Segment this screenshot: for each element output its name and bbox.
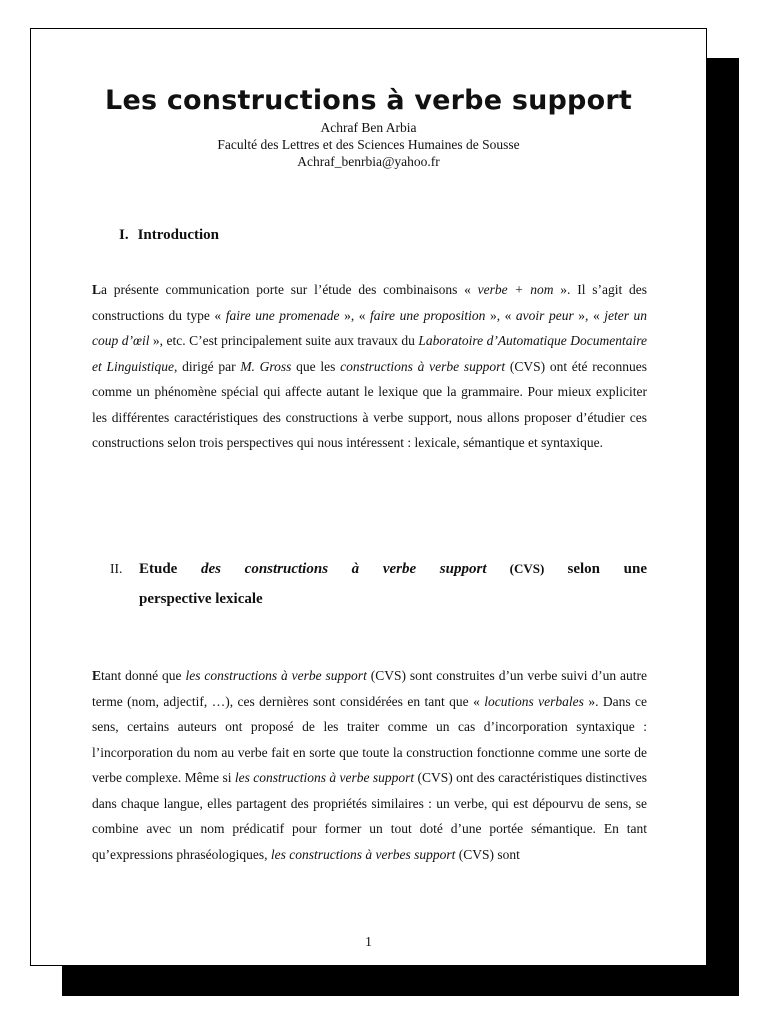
section-1-title: Introduction xyxy=(137,227,220,243)
italic-run: faire une proposition xyxy=(370,307,486,323)
text-run: , dirigé par xyxy=(174,358,241,374)
dropcap: E xyxy=(92,668,102,683)
title-run: Etude xyxy=(139,561,202,577)
title-italic-run: des constructions à verbe support xyxy=(201,561,487,577)
text-run: (CVS) ont été reconnues comme un phénomène spécial qui affecte autant le lexique que la grammaire. Pour mieux expliciter les différentes caractéristiques des constructions à verbe support, nous allons proposer d’étudier ces constructions selon trois perspectives qui nous intéressent : lexicale, sémantique et syntaxique. xyxy=(92,358,647,450)
italic-run: les constructions à verbe support xyxy=(185,668,367,683)
text-run: (CVS) ont des caractéristiques distinctives dans chaque langue, elles partagent des propriétés similaires : un verbe, qui est dépourvu de sens, se combine avec un nom prédicatif pour former un tout doté d’une portée sémantique. En tant qu’expressions phraséologiques, xyxy=(92,770,647,862)
section-2-title-line-1 xyxy=(139,554,647,584)
italic-run: locutions verbales xyxy=(484,693,584,709)
section-2-paragraph xyxy=(92,663,647,867)
italic-run: les constructions à verbes support xyxy=(270,846,456,862)
section-1-paragraph xyxy=(92,277,647,456)
italic-run: les constructions à verbe support xyxy=(234,770,415,785)
italic-run: Laboratoire d’Automatique Documentaire et Linguistique xyxy=(92,333,647,374)
italic-run: avoir peur xyxy=(515,307,574,323)
section-2-number: II. xyxy=(110,561,123,576)
section-2-heading xyxy=(110,554,647,614)
section-1-number: I. xyxy=(119,227,129,243)
author-affiliation: Faculté des Lettres et des Sciences Humaines de Sousse xyxy=(217,137,520,152)
text-run: », etc. C’est principalement suite aux travaux du xyxy=(149,333,419,348)
text-run: », « xyxy=(339,307,371,323)
section-2-title xyxy=(139,554,647,614)
italic-run: faire une promenade xyxy=(225,307,340,323)
text-run: », « xyxy=(573,307,605,323)
text-run: que les xyxy=(291,358,341,374)
title-run: selon une xyxy=(567,561,647,577)
italic-run: verbe + nom xyxy=(477,282,554,297)
text-run: (CVS) sont construites d’un verbe suivi d’un autre terme (nom, adjectif, …), ces dernières sont considérées en tant que « xyxy=(92,668,648,709)
title-run: (CVS) xyxy=(486,561,568,576)
document-page xyxy=(30,28,707,966)
author-email: Achraf_benrbia@yahoo.fr xyxy=(297,154,440,169)
author-block xyxy=(31,119,706,170)
text-run: ». Il s’agit des constructions du type « xyxy=(92,282,647,323)
text-run: tant donné que xyxy=(101,668,186,683)
italic-run: M. Gross xyxy=(240,358,292,374)
text-run: », « xyxy=(485,307,516,323)
document-title: Les constructions à verbe support xyxy=(105,85,632,116)
section-2-title-line-2: perspective lexicale xyxy=(139,591,263,607)
text-run: ». Dans ce sens, certains auteurs ont proposé de les traiter comme un cas d’incorporation syntaxique : l’incorporation du nom au verbe fait en sorte que toute la construction fonctionne comme une sorte de verbe complexe. Même si xyxy=(92,693,648,785)
dropcap: L xyxy=(92,282,102,297)
text-run: a présente communication porte sur l’étude des combinaisons « xyxy=(101,282,478,297)
author-name: Achraf Ben Arbia xyxy=(320,120,417,135)
section-1-heading xyxy=(119,227,219,244)
page-number: 1 xyxy=(365,934,372,949)
text-run: (CVS) sont xyxy=(455,846,520,862)
italic-run: jeter un coup d’œil xyxy=(92,307,648,348)
italic-run: constructions à verbe support xyxy=(340,358,506,374)
